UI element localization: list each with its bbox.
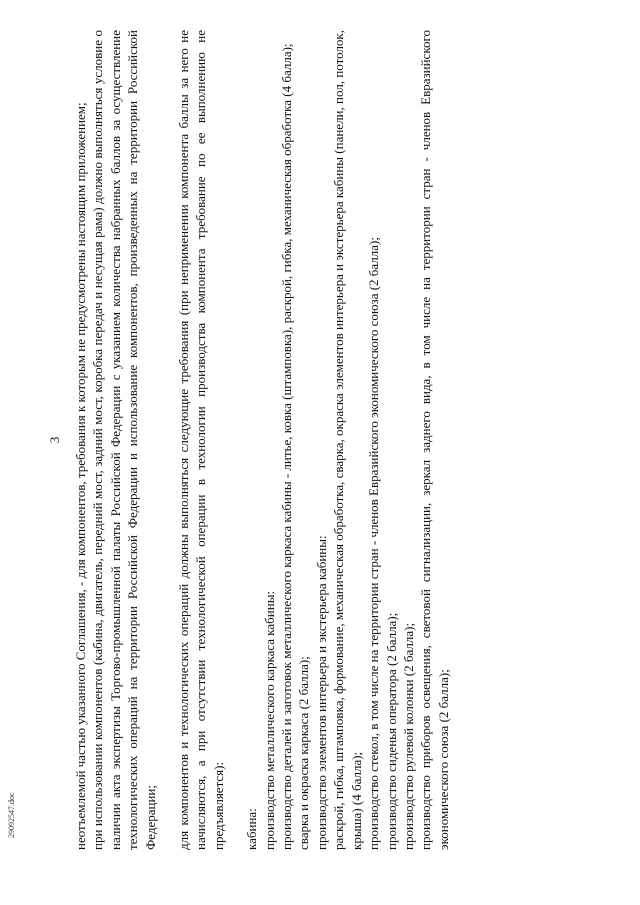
- section-heading: кабина:: [244, 808, 260, 850]
- file-stamp: 29092547.doc: [7, 792, 16, 838]
- page-number: 3: [47, 436, 62, 444]
- paragraph-gap: [159, 30, 175, 850]
- paragraph: производство стекол, в том числе на территории стран - членов Евразийского экономического союза (2 балла);: [366, 237, 382, 850]
- paragraph: производство деталей и заготовок металлического каркаса кабины - литье, ковка (штамповка), раскрой, гибка, механическая обработка (4 балла);: [279, 43, 295, 850]
- paragraph-gap: [227, 30, 243, 850]
- document-body: [72, 30, 452, 850]
- paragraph: производство приборов освещения, световой сигнализации, зеркал заднего вида, в том числе на территории стран - членов Евразийского экономического союза (2 балла);: [418, 30, 451, 850]
- paragraph: сварка и окраска каркаса (2 балла);: [296, 656, 312, 850]
- paragraph: при использовании компонентов (кабина, двигатель, передний мост, задний мост, коробка передач и несущая рама) должно выполняться условие о наличии акта экспертизы Торгово-промышленной палаты Российской Федерации с указанием количества набранных баллов за осуществление технологических операций на территории Российской Федерации и использование компонентов, произведенных на территории Российской Федерации;: [90, 30, 158, 850]
- paragraph: для компонентов и технологических операций должны выполняться следующие требования (при неприменении компонента баллы за него не начисляются, а при отсутствии технологической операции в технологии производства компонента требование по ее выполнению не предъявляется):: [176, 30, 226, 850]
- paragraph: производство элементов интерьера и экстерьера кабины:: [313, 535, 329, 850]
- paragraph: производство металлического каркаса кабины:: [261, 590, 277, 850]
- paragraph: раскрой, гибка, штамповка, формование, механическая обработка, сварка, окраска элементов интерьера и экстерьера кабины (панели, пол, потолок, крыша) (4 балла);: [331, 30, 364, 850]
- paragraph: неотъемлемой частью указанного Соглашения, - для компонентов, требования к которым не предусмотрены настоящим приложением;: [73, 102, 88, 850]
- paragraph: производство рулевой колонки (2 балла);: [400, 622, 416, 850]
- paragraph: производство сиденья оператора (2 балла);: [383, 612, 399, 850]
- rotated-text-block: [46, 30, 594, 850]
